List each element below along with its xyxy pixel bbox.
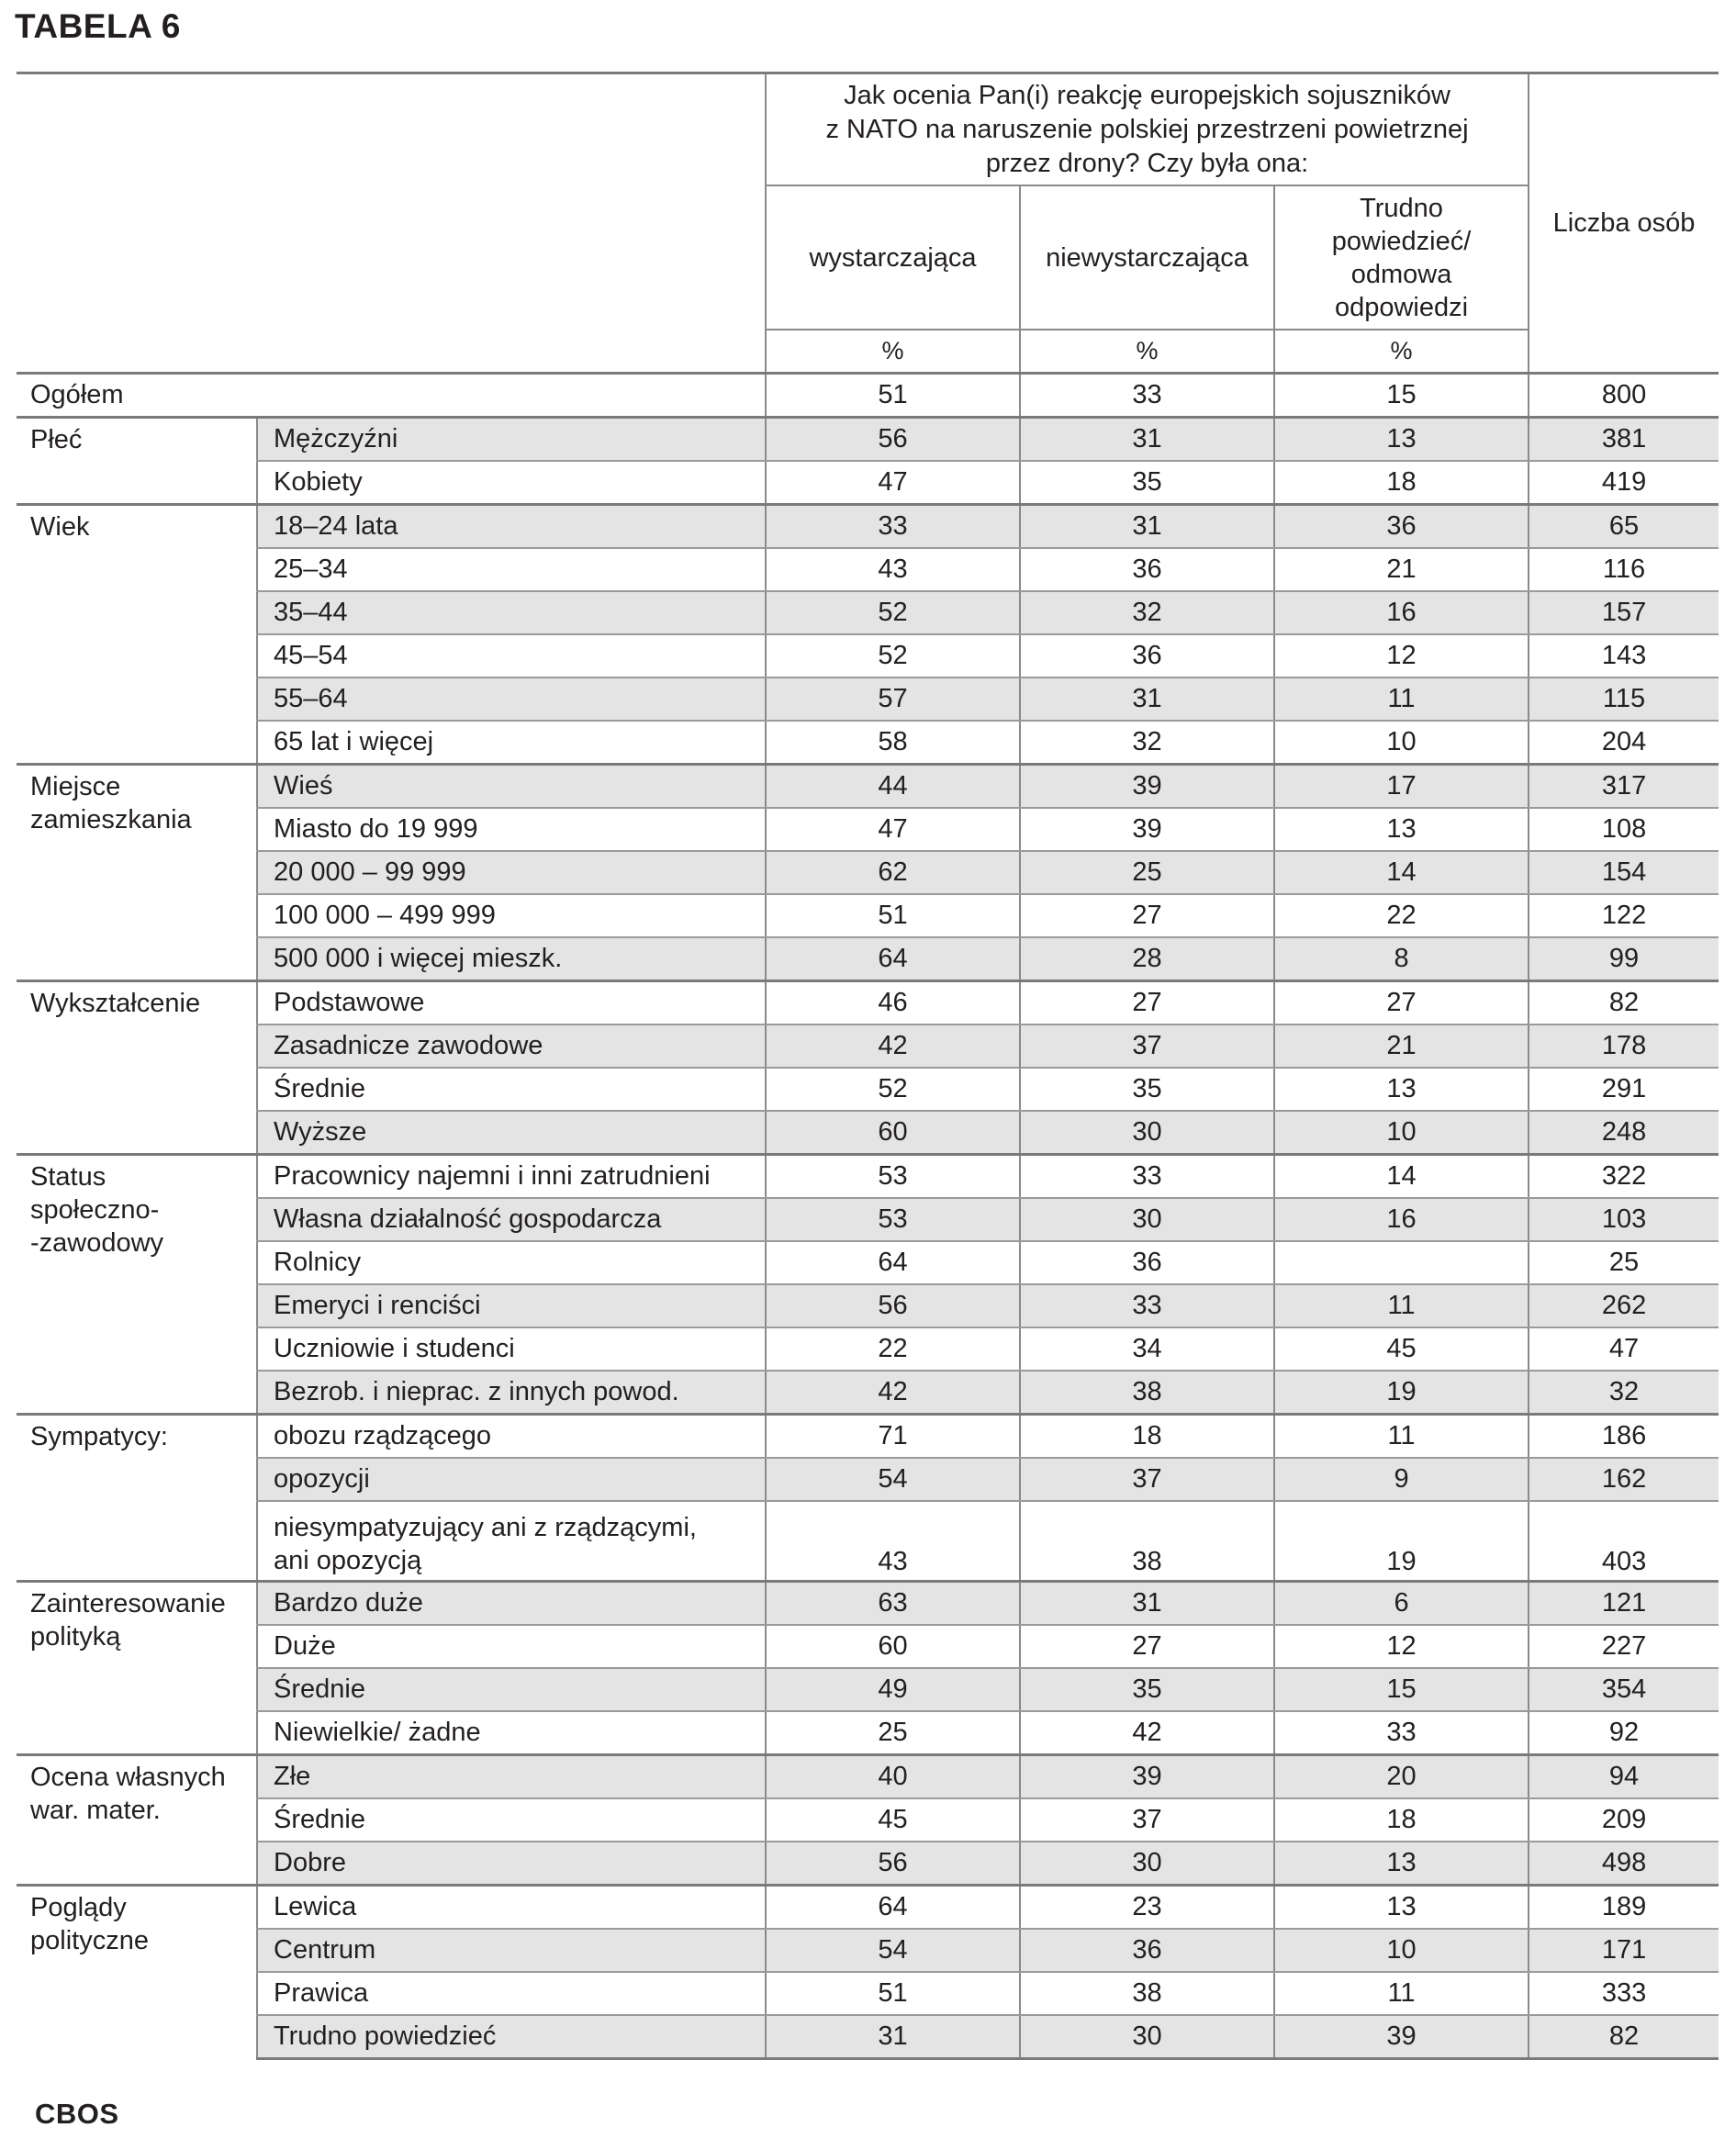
table-row — [17, 1371, 1719, 1415]
value-cell: 39 — [1020, 808, 1274, 851]
group-label-line: war. mater. — [30, 1796, 161, 1825]
value-cell: 31 — [766, 2015, 1020, 2059]
count-cell: 92 — [1529, 1711, 1719, 1755]
count-cell: 322 — [1529, 1155, 1719, 1199]
table-title: TABELA 6 — [15, 7, 181, 45]
table-row — [17, 1415, 1719, 1459]
value-cell: 33 — [1020, 1155, 1274, 1199]
group-label — [17, 1755, 257, 1886]
table-row — [17, 1929, 1719, 1972]
value-cell: 56 — [766, 1284, 1020, 1327]
value-cell: 36 — [1020, 1929, 1274, 1972]
row-label: Bardzo duże — [257, 1582, 766, 1626]
row-label: obozu rządzącego — [257, 1415, 766, 1459]
table-row — [17, 1068, 1719, 1111]
col-header-line: Trudno — [1360, 193, 1443, 223]
table-row — [17, 677, 1719, 721]
row-label — [257, 1501, 766, 1582]
value-cell: 51 — [766, 894, 1020, 937]
group-label — [17, 765, 257, 981]
row-label: 45–54 — [257, 634, 766, 677]
row-label: Zasadnicze zawodowe — [257, 1025, 766, 1068]
count-cell: 333 — [1529, 1972, 1719, 2015]
table-row — [17, 2015, 1719, 2059]
count-cell: 354 — [1529, 1668, 1719, 1711]
col-header-trudno-powiedziec — [1274, 185, 1529, 330]
value-cell: 33 — [1020, 374, 1274, 418]
count-cell: 157 — [1529, 591, 1719, 634]
value-cell: 22 — [766, 1327, 1020, 1371]
value-cell: 39 — [1020, 1755, 1274, 1799]
value-cell: 11 — [1274, 1972, 1529, 2015]
count-cell: 227 — [1529, 1625, 1719, 1668]
count-cell: 209 — [1529, 1798, 1719, 1842]
value-cell: 42 — [766, 1371, 1020, 1415]
value-cell: 58 — [766, 721, 1020, 765]
count-cell: 65 — [1529, 505, 1719, 549]
unit-label: % — [766, 330, 1020, 374]
count-cell: 154 — [1529, 851, 1719, 894]
total-row — [17, 374, 1719, 418]
value-cell: 30 — [1020, 2015, 1274, 2059]
group-label-line: Status — [30, 1162, 106, 1192]
count-cell: 108 — [1529, 808, 1719, 851]
row-label-line: niesympatyzujący ani z rządzącymi, — [274, 1513, 697, 1542]
table-row — [17, 1111, 1719, 1155]
value-cell: 37 — [1020, 1458, 1274, 1501]
value-cell: 35 — [1020, 1068, 1274, 1111]
group-label — [17, 1155, 257, 1415]
row-label: Wieś — [257, 765, 766, 809]
value-cell: 27 — [1020, 1625, 1274, 1668]
data-table — [17, 72, 1719, 2060]
count-cell: 47 — [1529, 1327, 1719, 1371]
value-cell: 31 — [1020, 1582, 1274, 1626]
question-line: z NATO na naruszenie polskiej przestrzeni powietrznej — [825, 114, 1469, 144]
group-label — [17, 1886, 257, 2059]
table-row — [17, 851, 1719, 894]
col-header-wystarczajaca: wystarczająca — [766, 185, 1020, 330]
row-label: 35–44 — [257, 591, 766, 634]
row-label: Centrum — [257, 1929, 766, 1972]
value-cell: 36 — [1020, 548, 1274, 591]
row-label: Lewica — [257, 1886, 766, 1930]
row-label: 18–24 lata — [257, 505, 766, 549]
table-row — [17, 1155, 1719, 1199]
value-cell: 71 — [766, 1415, 1020, 1459]
row-label: Kobiety — [257, 461, 766, 505]
count-cell: 291 — [1529, 1068, 1719, 1111]
value-cell: 51 — [766, 374, 1020, 418]
row-label: 65 lat i więcej — [257, 721, 766, 765]
value-cell: 20 — [1274, 1755, 1529, 1799]
value-cell: 56 — [766, 1842, 1020, 1886]
value-cell: 56 — [766, 418, 1020, 462]
count-cell: 162 — [1529, 1458, 1719, 1501]
table-row — [17, 1198, 1719, 1241]
group-label-line: Sympatycy: — [30, 1422, 168, 1451]
table-row — [17, 721, 1719, 765]
value-cell: 46 — [766, 981, 1020, 1025]
count-cell: 262 — [1529, 1284, 1719, 1327]
value-cell: 43 — [766, 548, 1020, 591]
value-cell: 25 — [766, 1711, 1020, 1755]
value-cell: 53 — [766, 1155, 1020, 1199]
table-row — [17, 634, 1719, 677]
value-cell: 28 — [1020, 937, 1274, 981]
row-label: Prawica — [257, 1972, 766, 2015]
row-label: Średnie — [257, 1068, 766, 1111]
footer-source: CBOS — [35, 2098, 119, 2130]
value-cell: 19 — [1274, 1371, 1529, 1415]
table-row — [17, 1327, 1719, 1371]
table-row — [17, 1241, 1719, 1284]
value-cell: 53 — [766, 1198, 1020, 1241]
value-cell: 23 — [1020, 1886, 1274, 1930]
col-header-line: odpowiedzi — [1334, 292, 1469, 322]
value-cell: 33 — [1020, 1284, 1274, 1327]
value-cell: 14 — [1274, 851, 1529, 894]
value-cell: 16 — [1274, 591, 1529, 634]
value-cell: 12 — [1274, 1625, 1529, 1668]
value-cell: 27 — [1020, 981, 1274, 1025]
value-cell: 37 — [1020, 1798, 1274, 1842]
row-label: 500 000 i więcej mieszk. — [257, 937, 766, 981]
count-cell: 171 — [1529, 1929, 1719, 1972]
value-cell: 27 — [1020, 894, 1274, 937]
table-row — [17, 1755, 1719, 1799]
count-cell: 186 — [1529, 1415, 1719, 1459]
value-cell: 31 — [1020, 677, 1274, 721]
value-cell: 43 — [766, 1501, 1020, 1582]
question-header — [766, 73, 1529, 186]
row-label: Własna działalność gospodarcza — [257, 1198, 766, 1241]
value-cell: 30 — [1020, 1198, 1274, 1241]
value-cell: 19 — [1274, 1501, 1529, 1582]
value-cell: 36 — [1020, 1241, 1274, 1284]
count-cell: 32 — [1529, 1371, 1719, 1415]
value-cell: 45 — [1274, 1327, 1529, 1371]
count-cell: 122 — [1529, 894, 1719, 937]
value-cell: 38 — [1020, 1501, 1274, 1582]
value-cell: 39 — [1274, 2015, 1529, 2059]
row-label: Wyższe — [257, 1111, 766, 1155]
table-row — [17, 1025, 1719, 1068]
value-cell: 33 — [766, 505, 1020, 549]
value-cell: 11 — [1274, 1284, 1529, 1327]
col-header-niewystarczajaca: niewystarczająca — [1020, 185, 1274, 330]
value-cell: 11 — [1274, 1415, 1529, 1459]
table-row — [17, 1501, 1719, 1582]
group-label-line: -zawodowy — [30, 1228, 164, 1258]
table-row — [17, 1582, 1719, 1626]
value-cell: 10 — [1274, 1111, 1529, 1155]
table-row — [17, 1711, 1719, 1755]
count-cell: 204 — [1529, 721, 1719, 765]
question-line: Jak ocenia Pan(i) reakcję europejskich sojuszników — [844, 80, 1450, 110]
table-row — [17, 1458, 1719, 1501]
row-label: Złe — [257, 1755, 766, 1799]
value-cell: 57 — [766, 677, 1020, 721]
row-label: 25–34 — [257, 548, 766, 591]
header-blank-cell — [17, 73, 766, 374]
value-cell: 38 — [1020, 1371, 1274, 1415]
group-label-line: Ocena własnych — [30, 1763, 226, 1792]
value-cell: 44 — [766, 765, 1020, 809]
count-cell: 94 — [1529, 1755, 1719, 1799]
table-row — [17, 548, 1719, 591]
unit-label: % — [1274, 330, 1529, 374]
table-row — [17, 1284, 1719, 1327]
value-cell: 13 — [1274, 1842, 1529, 1886]
count-cell: 403 — [1529, 1501, 1719, 1582]
total-label: Ogółem — [17, 374, 766, 418]
count-cell: 800 — [1529, 374, 1719, 418]
count-cell: 121 — [1529, 1582, 1719, 1626]
count-cell: 115 — [1529, 677, 1719, 721]
row-label: opozycji — [257, 1458, 766, 1501]
value-cell: 52 — [766, 634, 1020, 677]
value-cell: 8 — [1274, 937, 1529, 981]
value-cell: 13 — [1274, 418, 1529, 462]
value-cell: 15 — [1274, 374, 1529, 418]
value-cell: 39 — [1020, 765, 1274, 809]
table-row — [17, 808, 1719, 851]
group-label-line: Miejsce — [30, 772, 121, 801]
value-cell: 47 — [766, 808, 1020, 851]
group-label-line: polityczne — [30, 1926, 149, 1955]
value-cell: 13 — [1274, 1068, 1529, 1111]
value-cell: 10 — [1274, 721, 1529, 765]
row-label: Podstawowe — [257, 981, 766, 1025]
value-cell: 18 — [1274, 1798, 1529, 1842]
value-cell: 15 — [1274, 1668, 1529, 1711]
value-cell: 60 — [766, 1111, 1020, 1155]
row-label: Pracownicy najemni i inni zatrudnieni — [257, 1155, 766, 1199]
count-cell: 82 — [1529, 981, 1719, 1025]
row-label: Uczniowie i studenci — [257, 1327, 766, 1371]
row-label-line: ani opozycją — [274, 1546, 422, 1575]
value-cell: 49 — [766, 1668, 1020, 1711]
group-label-line: Płeć — [30, 425, 83, 454]
value-cell: 32 — [1020, 591, 1274, 634]
value-cell: 35 — [1020, 1668, 1274, 1711]
value-cell: 32 — [1020, 721, 1274, 765]
row-label: Średnie — [257, 1668, 766, 1711]
value-cell: 47 — [766, 461, 1020, 505]
value-cell: 31 — [1020, 418, 1274, 462]
row-label: Emeryci i renciści — [257, 1284, 766, 1327]
value-cell: 33 — [1274, 1711, 1529, 1755]
table-row — [17, 461, 1719, 505]
value-cell: 62 — [766, 851, 1020, 894]
count-cell: 317 — [1529, 765, 1719, 809]
table-row — [17, 765, 1719, 809]
value-cell: 36 — [1020, 634, 1274, 677]
value-cell: 13 — [1274, 808, 1529, 851]
value-cell: 42 — [1020, 1711, 1274, 1755]
value-cell: 14 — [1274, 1155, 1529, 1199]
group-label-line: Wykształcenie — [30, 989, 201, 1018]
value-cell: 27 — [1274, 981, 1529, 1025]
table-row — [17, 1842, 1719, 1886]
value-cell — [1274, 1241, 1529, 1284]
count-header: Liczba osób — [1529, 73, 1719, 374]
table-row — [17, 1668, 1719, 1711]
group-label — [17, 1415, 257, 1582]
value-cell: 54 — [766, 1458, 1020, 1501]
count-cell: 248 — [1529, 1111, 1719, 1155]
group-label — [17, 1582, 257, 1755]
group-label-line: Zainteresowanie — [30, 1589, 226, 1618]
table-row — [17, 937, 1719, 981]
count-cell: 381 — [1529, 418, 1719, 462]
value-cell: 11 — [1274, 677, 1529, 721]
row-label: 55–64 — [257, 677, 766, 721]
unit-label: % — [1020, 330, 1274, 374]
count-cell: 143 — [1529, 634, 1719, 677]
value-cell: 22 — [1274, 894, 1529, 937]
row-label: Miasto do 19 999 — [257, 808, 766, 851]
value-cell: 17 — [1274, 765, 1529, 809]
value-cell: 30 — [1020, 1111, 1274, 1155]
row-label: Rolnicy — [257, 1241, 766, 1284]
count-cell: 116 — [1529, 548, 1719, 591]
group-label-line: Poglądy — [30, 1893, 127, 1922]
count-cell: 178 — [1529, 1025, 1719, 1068]
group-label — [17, 505, 257, 765]
value-cell: 40 — [766, 1755, 1020, 1799]
value-cell: 54 — [766, 1929, 1020, 1972]
value-cell: 6 — [1274, 1582, 1529, 1626]
table-row — [17, 1972, 1719, 2015]
table-row — [17, 1625, 1719, 1668]
question-line: przez drony? Czy była ona: — [985, 148, 1309, 178]
value-cell: 52 — [766, 1068, 1020, 1111]
row-label: Mężczyźni — [257, 418, 766, 462]
table-row — [17, 1798, 1719, 1842]
count-cell: 25 — [1529, 1241, 1719, 1284]
row-label: Duże — [257, 1625, 766, 1668]
row-label: Trudno powiedzieć — [257, 2015, 766, 2059]
col-header-line: odmowa — [1350, 259, 1452, 289]
group-label-line: polityką — [30, 1622, 121, 1652]
value-cell: 45 — [766, 1798, 1020, 1842]
count-cell: 419 — [1529, 461, 1719, 505]
group-label-line: zamieszkania — [30, 805, 192, 834]
value-cell: 21 — [1274, 548, 1529, 591]
value-cell: 42 — [766, 1025, 1020, 1068]
group-label-line: Wiek — [30, 512, 90, 542]
value-cell: 16 — [1274, 1198, 1529, 1241]
row-label: Średnie — [257, 1798, 766, 1842]
count-cell: 189 — [1529, 1886, 1719, 1930]
value-cell: 9 — [1274, 1458, 1529, 1501]
value-cell: 13 — [1274, 1886, 1529, 1930]
value-cell: 60 — [766, 1625, 1020, 1668]
row-label: Niewielkie/ żadne — [257, 1711, 766, 1755]
value-cell: 30 — [1020, 1842, 1274, 1886]
group-label-line: społeczno- — [30, 1195, 160, 1225]
row-label: Dobre — [257, 1842, 766, 1886]
value-cell: 21 — [1274, 1025, 1529, 1068]
count-cell: 82 — [1529, 2015, 1719, 2059]
value-cell: 10 — [1274, 1929, 1529, 1972]
group-label — [17, 981, 257, 1155]
table-row — [17, 418, 1719, 462]
group-label — [17, 418, 257, 505]
value-cell: 25 — [1020, 851, 1274, 894]
value-cell: 64 — [766, 937, 1020, 981]
value-cell: 12 — [1274, 634, 1529, 677]
value-cell: 36 — [1274, 505, 1529, 549]
value-cell: 35 — [1020, 461, 1274, 505]
value-cell: 37 — [1020, 1025, 1274, 1068]
value-cell: 63 — [766, 1582, 1020, 1626]
value-cell: 64 — [766, 1886, 1020, 1930]
value-cell: 18 — [1020, 1415, 1274, 1459]
value-cell: 38 — [1020, 1972, 1274, 2015]
value-cell: 64 — [766, 1241, 1020, 1284]
count-cell: 103 — [1529, 1198, 1719, 1241]
table-row — [17, 1886, 1719, 1930]
count-cell: 498 — [1529, 1842, 1719, 1886]
row-label: 100 000 – 499 999 — [257, 894, 766, 937]
value-cell: 52 — [766, 591, 1020, 634]
value-cell: 18 — [1274, 461, 1529, 505]
table-row — [17, 505, 1719, 549]
row-label: Bezrob. i nieprac. z innych powod. — [257, 1371, 766, 1415]
value-cell: 51 — [766, 1972, 1020, 2015]
value-cell: 31 — [1020, 505, 1274, 549]
col-header-line: powiedzieć/ — [1331, 226, 1472, 256]
table-row — [17, 894, 1719, 937]
value-cell: 34 — [1020, 1327, 1274, 1371]
table-row — [17, 981, 1719, 1025]
row-label: 20 000 – 99 999 — [257, 851, 766, 894]
count-cell: 99 — [1529, 937, 1719, 981]
table-row — [17, 591, 1719, 634]
